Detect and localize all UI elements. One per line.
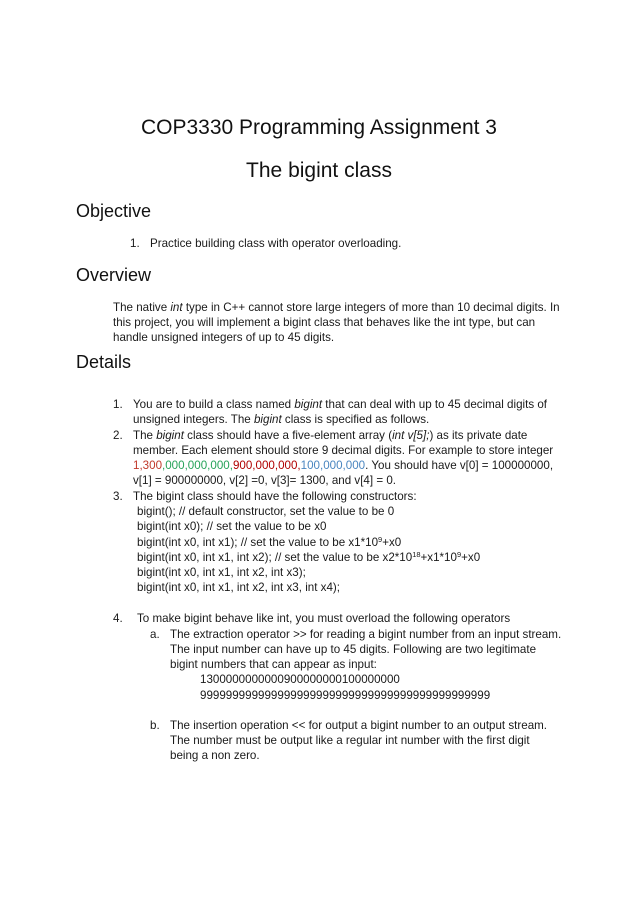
subitem-a-line-3: bigint numbers that can appear as input: [170,658,377,671]
constructor-two-args: bigint(int x0, int x1); // set the value to be $x1*10^9+x0$ [137,535,402,549]
colored-segment-red: 1,300 [133,459,163,472]
overview-line-1: The native int type in C++ cannot store large integers of more than 10 decimal digits. In [113,301,560,314]
details-item-1-line-2: unsigned integers. The bigint class is specified as follows. [133,413,430,426]
subitem-b-line-2: The number must be output like a regular int number with the first digit [170,734,530,747]
example-number-2: 999999999999999999999999999999999999999999999 [200,689,491,702]
details-item-1-line-1: You are to build a class named bigint that can deal with up to 45 decimal digits of [133,398,548,411]
details-item-4-intro: To make bigint behave like int, you must overload the following operators [137,612,511,625]
objective-item-number: 1. [130,237,140,250]
constructor-three-args: bigint(int x0, int x1, int x2); // set the value to be $x2*10^{18}+x1*10^9+x0$ [137,550,481,564]
overview-heading: Overview [76,265,152,285]
overview-line-2: this project, you will implement a bigint class that behaves like the int type, but can [113,316,536,329]
details-item-2-line-1: The bigint class should have a five-element array (int v[5];) as its private date [133,429,528,442]
subitem-b-letter: b. [150,719,160,732]
int-keyword: int [170,301,183,314]
details-item-2-number: 2. [113,429,123,442]
subitem-a-line-2: The input number can have up to 45 digits. Following are two legitimate [170,643,537,656]
constructor-default: bigint(); // default constructor, set the value to be 0 [137,505,395,518]
example-number-1: 1300000000000900000000100000000 [200,673,400,686]
page-title: COP3330 Programming Assignment 3 [140,116,497,139]
page-subtitle: The bigint class [246,159,392,182]
constructor-five-args: bigint(int x0, int x1, int x2, int x3, int x4); [137,581,340,594]
details-item-2-line-3: 1,300,000,000,000,900,000,000,100,000,000. You should have v[0] = 100000000, [133,459,554,472]
details-item-3-number: 3. [113,490,123,503]
subitem-a-letter: a. [150,628,160,641]
constructor-one-arg: bigint(int x0); // set the value to be x0 [137,520,327,533]
details-item-1-number: 1. [113,398,123,411]
details-item-2-line-4: v[1] = 900000000, v[2] =0, v[3]= 1300, and v[4] = 0. [133,474,396,487]
objective-item-text: Practice building class with operator overloading. [150,237,402,250]
details-item-4-number: 4. [113,612,123,625]
colored-segment-darkred: 900,000,000, [232,459,301,472]
objective-heading: Objective [76,201,152,221]
subitem-a-line-1: The extraction operator >> for reading a bigint number from an input stream. [170,628,562,641]
colored-segment-green: ,000,000,000, [162,459,233,472]
subitem-b-line-3: being a non zero. [170,749,260,762]
details-heading: Details [76,352,132,372]
details-item-2-line-2: member. Each element should store 9 decimal digits. For example to store integer [133,444,554,457]
overview-line-3: handle unsigned integers of up to 45 digits. [113,331,335,344]
colored-segment-blue: 100,000,000 [300,459,366,472]
details-item-3-intro: The bigint class should have the following constructors: [133,490,417,503]
constructor-four-args: bigint(int x0, int x1, int x2, int x3); [137,566,306,579]
subitem-b-line-1: The insertion operation << for output a bigint number to an output stream. [170,719,548,732]
